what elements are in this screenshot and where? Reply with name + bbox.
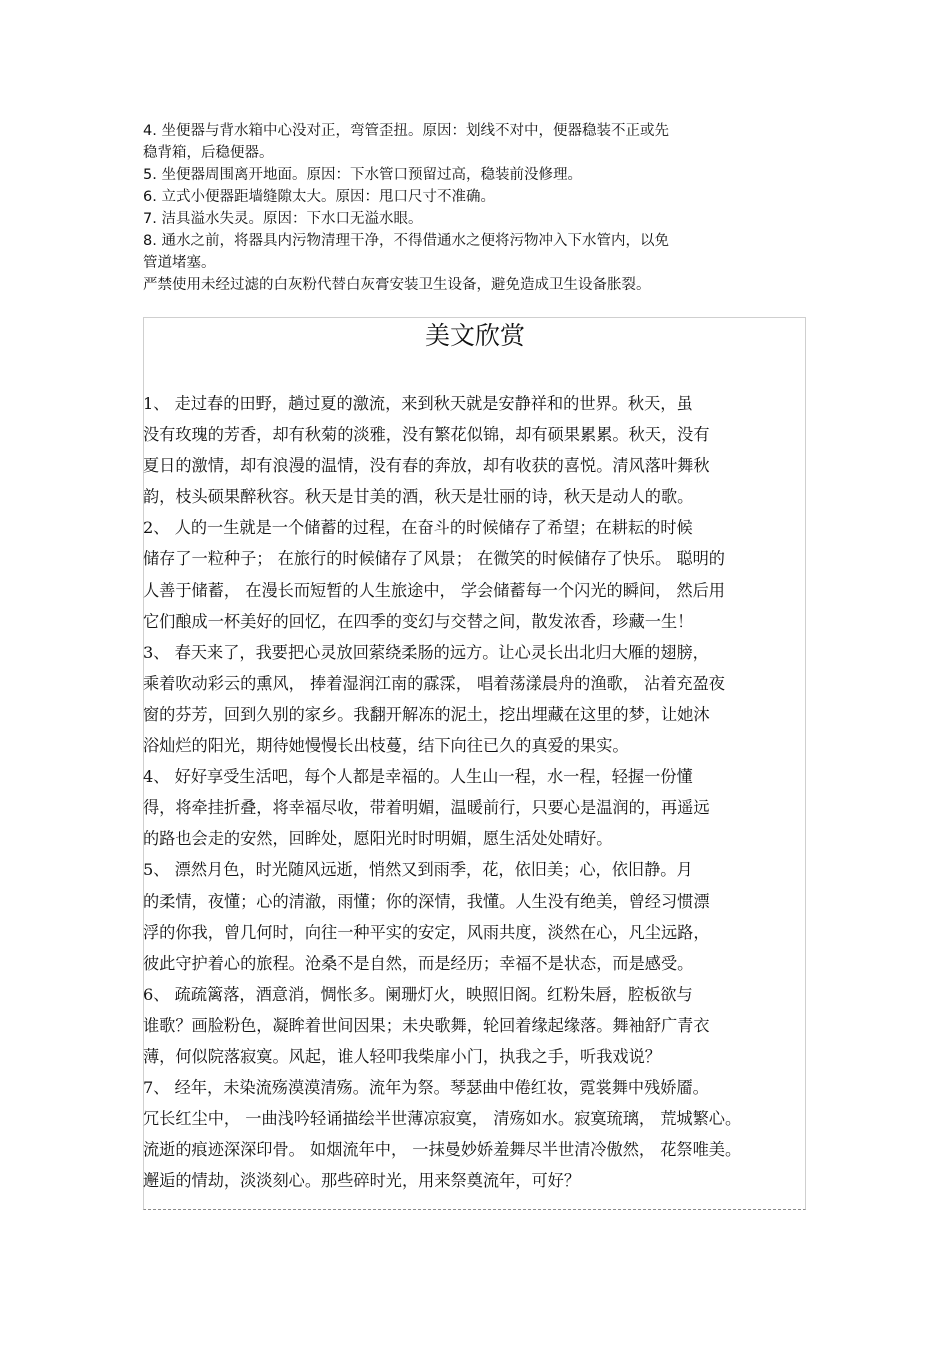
essay-line: 谁歌？画脸粉色，凝眸着世间因果；未央歌舞，轮回着缘起缘落。舞袖舒广青衣 (143, 1015, 710, 1035)
note-line: 8. 通水之前，将器具内污物清理干净，不得借通水之便将污物冲入下水管内，以免 (143, 233, 669, 249)
note-line: 4. 坐便器与背水箱中心没对正，弯管歪扭。原因：划线不对中，便器稳装不正或先 (143, 123, 669, 139)
note-line: 7. 洁具溢水失灵。原因：下水口无溢水眼。 (143, 211, 423, 227)
essay-line: 彼此守护着心的旅程。沧桑不是自然，而是经历；幸福不是状态，而是感受。 (143, 953, 694, 973)
essay-line: 3、 春天来了，我要把心灵放回萦绕柔肠的远方。让心灵长出北归大雁的翅膀， (143, 642, 709, 662)
essay-line: 的柔情，夜懂；心的清澈，雨懂；你的深情，我懂。人生没有绝美，曾经习惯漂 (143, 891, 710, 911)
essay-line: 4、 好好享受生活吧，每个人都是幸福的。人生山一程，水一程，轻握一份懂 (143, 767, 693, 787)
essay-line: 得，将牵挂折叠，将幸福尽收，带着明媚，温暖前行，只要心是温润的，再遥远 (143, 798, 710, 818)
essay-line: 7、 经年，未染流殇漠漠清殇。流年为祭。琴瑟曲中倦红妆，霓裳舞中残娇靥。 (143, 1078, 709, 1098)
essay-line: 2、 人的一生就是一个储蓄的过程，在奋斗的时候储存了希望；在耕耘的时候 (143, 518, 693, 538)
essay-line: 储存了一粒种子； 在旅行的时候储存了风景； 在微笑的时候储存了快乐。 聪明的 (143, 549, 725, 569)
essay-line: 窗的芬芳，回到久别的家乡。我翻开解冻的泥土，挖出埋藏在这里的梦，让她沐 (143, 704, 710, 724)
essay-line: 它们酿成一杯美好的回忆，在四季的变幻与交替之间，散发浓香，珍藏一生！ (143, 611, 694, 631)
essay-line: 的路也会走的安然，回眸处，愿阳光时时明媚，愿生活处处晴好。 (143, 829, 613, 849)
note-line: 5. 坐便器周围离开地面。原因：下水管口预留过高，稳装前没修理。 (143, 167, 582, 183)
essay-line: 邂逅的情劫，淡淡刻心。那些碎时光，用来祭奠流年，可好？ (143, 1171, 581, 1191)
essay-line: 冗长红尘中， 一曲浅吟轻诵描绘半世薄凉寂寞， 清殇如水。寂寞琉璃， 荒城繁心。 (143, 1109, 742, 1129)
essay-line: 流逝的痕迹深深印骨。 如烟流年中， 一抹曼妙娇羞舞尽半世清冷傲然， 花祭唯美。 (143, 1140, 742, 1160)
essay-body (143, 388, 806, 1196)
essay-line: 人善于储蓄， 在漫长而短暂的人生旅途中， 学会储蓄每一个闪光的瞬间， 然后用 (143, 580, 725, 600)
section-title: 美文欣赏 (424, 321, 525, 350)
essay-line: 夏日的激情，却有浪漫的温情，没有春的奔放，却有收获的喜悦。清风落叶舞秋 (143, 456, 710, 476)
essay-line: 5、 漂然月色，时光随风远逝，悄然又到雨季，花，依旧美；心，依旧静。月 (143, 860, 693, 880)
note-line: 管道堵塞。 (143, 255, 216, 271)
essay-line: 韵，枝头硕果醉秋容。秋天是甘美的酒，秋天是壮丽的诗，秋天是动人的歌。 (143, 487, 694, 507)
essay-line: 浴灿烂的阳光，期待她慢慢长出枝蔓，结下向往已久的真爱的果实。 (143, 736, 629, 756)
essay-line: 乘着吹动彩云的熏风， 捧着湿润江南的霡霂， 唱着荡漾晨舟的渔歌， 沾着充盈夜 (143, 673, 725, 693)
essay-line: 没有玫瑰的芳香，却有秋菊的淡雅，没有繁花似锦，却有硕果累累。秋天，没有 (143, 425, 710, 445)
note-line: 6. 立式小便器距墙缝隙太大。原因：甩口尺寸不准确。 (143, 189, 495, 205)
installation-notes (143, 120, 783, 296)
note-line: 严禁使用未经过滤的白灰粉代替白灰膏安装卫生设备，避免造成卫生设备胀裂。 (143, 277, 651, 293)
essay-line: 6、 疏疏篱落，酒意消，惆怅多。阑珊灯火，映照旧阁。红粉朱唇，腔板欲与 (143, 984, 693, 1004)
essay-line: 浮的你我，曾几何时，向往一种平实的安定，风雨共度，淡然在心，凡尘远路， (143, 922, 710, 942)
note-line: 稳背箱，后稳便器。 (143, 145, 274, 161)
essay-line: 1、 走过春的田野，趟过夏的激流，来到秋天就是安静祥和的世界。秋天，虽 (143, 394, 693, 413)
essay-line: 薄，何似院落寂寞。风起，谁人轻叩我柴扉小门，执我之手，听我戏说？ (143, 1046, 661, 1066)
